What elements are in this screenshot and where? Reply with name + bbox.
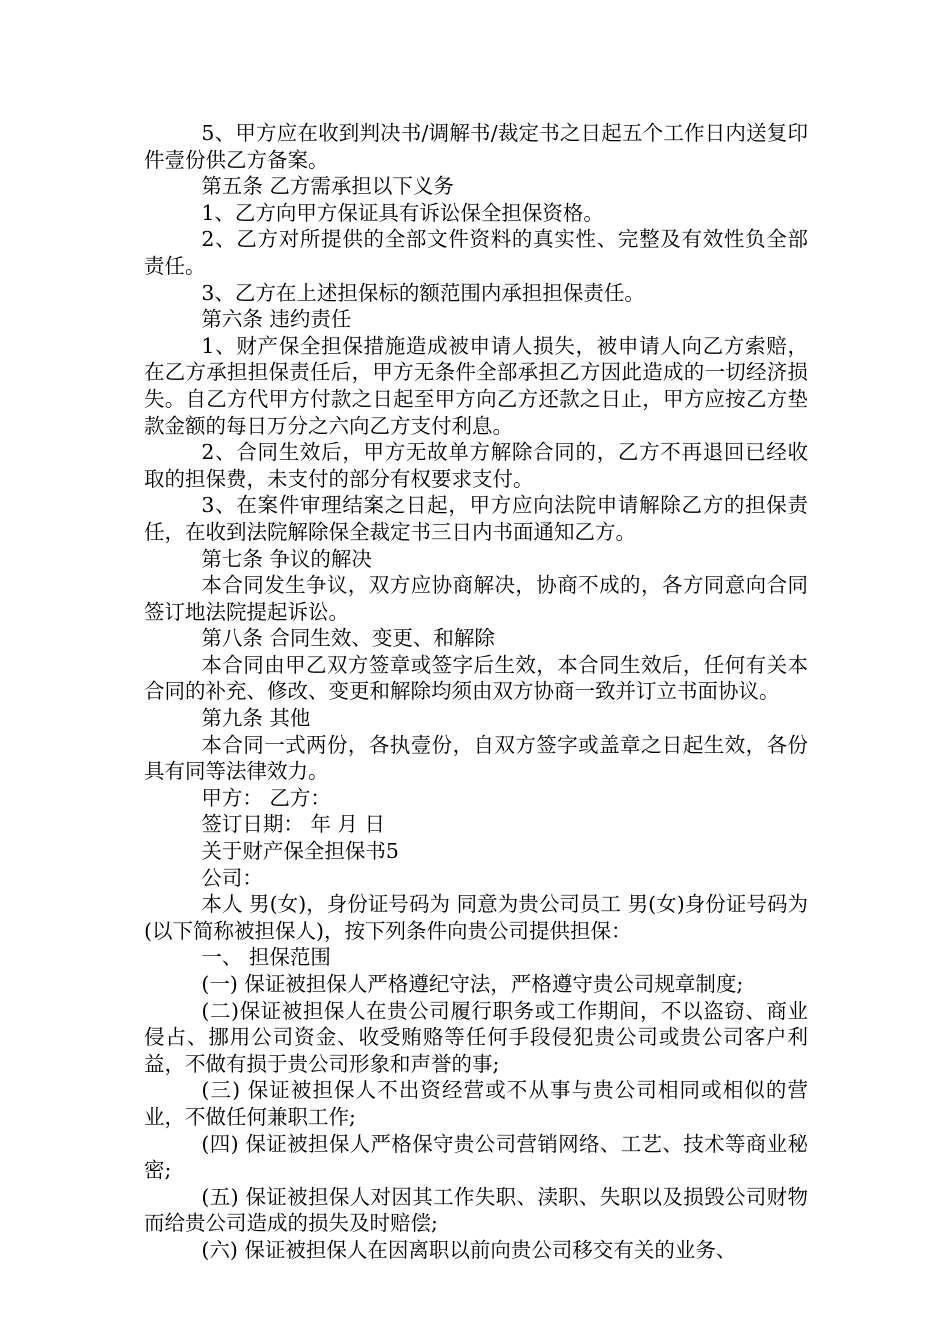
article-heading: 第五条 乙方需承担以下义务 bbox=[201, 174, 454, 199]
clause-paragraph: 3、在案件审理结案之日起，甲方应向法院申请解除乙方的担保责任，在收到法院解除保全裁定书三日内书面通知乙方。 bbox=[144, 493, 808, 544]
clause-paragraph: 本合同一式两份，各执壹份，自双方签字或盖章之日起生效，各份具有同等法律效力。 bbox=[144, 732, 808, 784]
intro-paragraph: 本人 男(女)，身份证号码为 同意为贵公司员工 男(女)身份证号码为 (以下简称被担保人)，按下列条件向贵公司提供担保： bbox=[144, 892, 808, 943]
guarantee-item: (二)保证被担保人在贵公司履行职务或工作期间，不以盗窃、商业侵占、挪用公司资金、收受贿赂等任何手段侵犯贵公司或贵公司客户利益，不做有损于贵公司形象和声誉的事; bbox=[144, 998, 808, 1076]
clause-paragraph: 本合同由甲乙双方签章或签字后生效，本合同生效后，任何有关本合同的补充、修改、变更和解除均须由双方协商一致并订立书面协议。 bbox=[144, 652, 808, 704]
signing-date-line: 签订日期： 年 月 日 bbox=[201, 812, 385, 837]
guarantee-item: (五) 保证被担保人对因其工作失职、渎职、失职以及损毁公司财物而给贵公司造成的损失及时赔偿; bbox=[144, 1184, 808, 1236]
article-heading: 第七条 争议的解决 bbox=[201, 546, 372, 571]
section-heading: 一、 担保范围 bbox=[201, 945, 331, 970]
clause-paragraph: 1、财产保全担保措施造成被申请人损失，被申请人向乙方索赔，在乙方承担担保责任后，甲方无条件全部承担乙方因此造成的一切经济损失。自乙方代甲方付款之日起至甲方向乙方还款之日止，甲方应按乙方垫款金额的每日万分之六向乙方支付利息。 bbox=[144, 333, 808, 438]
article-heading: 第八条 合同生效、变更、和解除 bbox=[201, 626, 495, 651]
guarantee-item: (三) 保证被担保人不出资经营或不从事与贵公司相同或相似的营业，不做任何兼职工作; bbox=[144, 1078, 808, 1129]
clause-paragraph: 5、甲方应在收到判决书/调解书/裁定书之日起五个工作日内送复印件壹份供乙方备案。 bbox=[144, 121, 808, 172]
signature-parties-line: 甲方： 乙方： bbox=[201, 785, 331, 810]
clause-paragraph: 3、乙方在上述担保标的额范围内承担担保责任。 bbox=[201, 280, 645, 305]
document-page bbox=[144, 120, 808, 1264]
clause-paragraph: 2、合同生效后，甲方无故单方解除合同的，乙方不再退回已经收取的担保费，未支付的部分有权要求支付。 bbox=[144, 440, 808, 491]
clause-paragraph: 2、乙方对所提供的全部文件资料的真实性、完整及有效性负全部责任。 bbox=[144, 227, 808, 278]
clause-paragraph: 本合同发生争议，双方应协商解决，协商不成的，各方同意向合同签订地法院提起诉讼。 bbox=[144, 573, 808, 624]
addressee-line: 公司： bbox=[201, 865, 263, 890]
clause-paragraph: 1、乙方向甲方保证具有诉讼保全担保资格。 bbox=[201, 200, 604, 225]
guarantee-item: (一) 保证被担保人严格遵纪守法，严格遵守贵公司规章制度; bbox=[201, 972, 744, 996]
guarantee-item: (四) 保证被担保人严格保守贵公司营销网络、工艺、技术等商业秘密; bbox=[144, 1131, 808, 1183]
guarantee-item: (六) 保证被担保人在因离职以前向贵公司移交有关的业务、 bbox=[201, 1237, 737, 1262]
article-heading: 第九条 其他 bbox=[201, 706, 311, 731]
document-title: 关于财产保全担保书5 bbox=[201, 839, 399, 864]
article-heading: 第六条 违约责任 bbox=[201, 307, 352, 332]
